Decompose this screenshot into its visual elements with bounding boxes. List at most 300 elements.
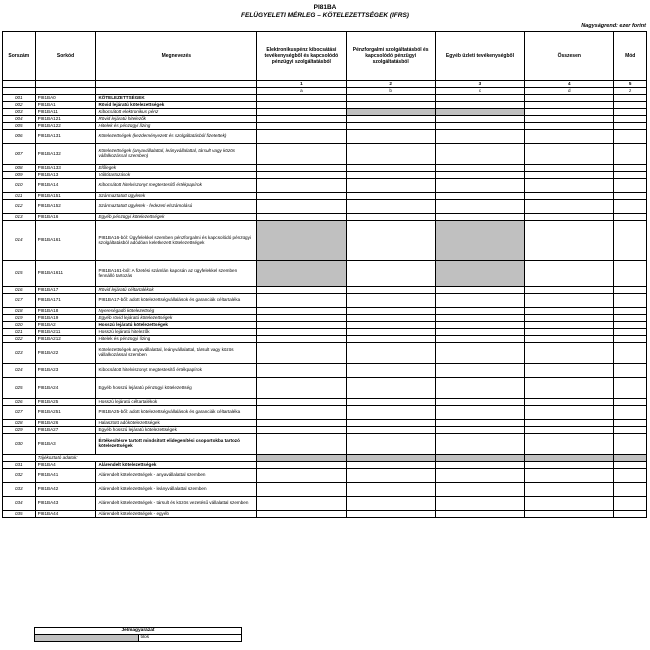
table-row: [3, 214, 647, 221]
row-code: PI81BA25: [35, 399, 96, 406]
value-cell: [435, 102, 524, 109]
table-row: [3, 343, 647, 364]
row-code: PI81BA152: [35, 200, 96, 214]
row-label: Alárendelt kötelezettségek: [96, 462, 257, 469]
col-letter: d: [525, 88, 614, 95]
value-cell: [257, 483, 346, 497]
value-cell: [435, 462, 524, 469]
row-label: Egyéb hosszú lejáratú kötelezettségek: [96, 427, 257, 434]
value-cell: [525, 95, 614, 102]
col-header-other: Egyéb üzleti tevékenységből: [435, 32, 524, 81]
value-cell: [346, 130, 435, 144]
value-cell: [525, 109, 614, 116]
row-label: Rövid lejáratú kötelezettségek: [96, 102, 257, 109]
row-label: Kötelezettségek (kezdeményezett és szolgáltatásból fizetettek): [96, 130, 257, 144]
table-row: [3, 399, 647, 406]
value-cell: [525, 322, 614, 329]
value-cell: [257, 130, 346, 144]
value-cell: [614, 179, 647, 193]
col-header-sorkod: Sorkód: [35, 32, 96, 81]
col-header-mod: Mód: [614, 32, 647, 81]
value-cell: [525, 200, 614, 214]
blank-cell: [35, 88, 96, 95]
value-cell: [435, 511, 524, 518]
row-number: 001: [3, 95, 36, 102]
value-cell: [435, 322, 524, 329]
value-cell: [257, 427, 346, 434]
table-row: [3, 116, 647, 123]
value-cell: [525, 364, 614, 378]
value-cell: [346, 427, 435, 434]
value-cell: [525, 462, 614, 469]
row-label: Nyereségadó kötelezettség: [96, 308, 257, 315]
blank-cell: [35, 81, 96, 88]
table-row: [3, 95, 647, 102]
value-cell: [614, 102, 647, 109]
row-number: 003: [3, 109, 36, 116]
value-cell: [346, 144, 435, 165]
value-cell: [435, 144, 524, 165]
row-number: 015: [3, 261, 36, 287]
value-cell: [346, 123, 435, 130]
row-number: 009: [3, 172, 36, 179]
value-cell: [257, 399, 346, 406]
value-cell: [346, 116, 435, 123]
value-cell: [525, 144, 614, 165]
row-number: 023: [3, 343, 36, 364]
value-cell: [435, 343, 524, 364]
value-cell: [257, 420, 346, 427]
col-letter: c: [435, 88, 524, 95]
value-cell: [257, 179, 346, 193]
value-cell: [614, 109, 647, 116]
value-cell: [525, 378, 614, 399]
row-code: PI81BA44: [35, 511, 96, 518]
value-cell: [614, 483, 647, 497]
table-row: [3, 497, 647, 511]
legend-grey-swatch: [35, 635, 139, 642]
row-code: PI81BA132: [35, 144, 96, 165]
value-cell: [346, 294, 435, 308]
row-label: Értékesítésre tartott mindsított elidegenítési csoportokba tartozó kötelezettségek: [96, 434, 257, 455]
row-number: 012: [3, 200, 36, 214]
row-code: PI81BA2: [35, 322, 96, 329]
value-cell: [346, 95, 435, 102]
value-cell: [614, 420, 647, 427]
value-cell: [257, 214, 346, 221]
value-cell: [525, 287, 614, 294]
value-cell: [435, 200, 524, 214]
value-cell: [525, 102, 614, 109]
row-label: Váltótartozások: [96, 172, 257, 179]
value-cell: [346, 261, 435, 287]
table-row: [3, 193, 647, 200]
value-cell: [614, 434, 647, 455]
value-cell: [614, 329, 647, 336]
value-cell: [435, 308, 524, 315]
row-label: Hosszú lejáratú kötelezettségek: [96, 322, 257, 329]
row-number: 032: [3, 469, 36, 483]
table-row: [3, 144, 647, 165]
row-number: 017: [3, 294, 36, 308]
col-number: 3: [435, 81, 524, 88]
row-code: PI81BA1611: [35, 261, 96, 287]
value-cell: [346, 336, 435, 343]
value-cell: [346, 322, 435, 329]
value-cell: [257, 378, 346, 399]
value-cell: [614, 378, 647, 399]
value-cell: [346, 420, 435, 427]
row-label: Alárendelt kötelezettségek - egyéb: [96, 511, 257, 518]
value-cell: [614, 469, 647, 483]
row-code: PI81BA23: [35, 364, 96, 378]
value-cell: [346, 364, 435, 378]
table-row: [3, 221, 647, 261]
value-cell: [614, 343, 647, 364]
value-cell: [257, 336, 346, 343]
value-cell: [614, 165, 647, 172]
table-row: [3, 315, 647, 322]
table-row: [3, 109, 647, 116]
table-row: [3, 102, 647, 109]
row-code: PI81BA42: [35, 483, 96, 497]
col-number: 2: [346, 81, 435, 88]
row-label: Rövid lejáratú céltartalékok: [96, 287, 257, 294]
table-row: [3, 427, 647, 434]
value-cell: [525, 123, 614, 130]
value-cell: [346, 315, 435, 322]
row-label: PI81BA25-ből: adott kötelezettségvállalások és garanciák céltartaléka: [96, 406, 257, 420]
info-label: Tájékoztató adatok:: [35, 455, 257, 462]
table-body: [3, 95, 647, 455]
row-code: PI81BA26: [35, 420, 96, 427]
value-cell: [435, 116, 524, 123]
row-code: PI81BA161: [35, 221, 96, 261]
blank-cell: [614, 455, 647, 462]
value-cell: [257, 511, 346, 518]
table-row: [3, 336, 647, 343]
value-cell: [435, 483, 524, 497]
row-number: 022: [3, 336, 36, 343]
value-cell: [257, 308, 346, 315]
value-cell: [614, 315, 647, 322]
legend-title: Jelmagyarázat: [35, 628, 242, 635]
value-cell: [257, 200, 346, 214]
row-code: PI81BA4: [35, 462, 96, 469]
value-cell: [435, 214, 524, 221]
row-code: PI81BA151: [35, 193, 96, 200]
row-number: 014: [3, 221, 36, 261]
row-code: PI81BA251: [35, 406, 96, 420]
table-row: [3, 308, 647, 315]
row-code: PI81BA133: [35, 165, 96, 172]
value-cell: [525, 399, 614, 406]
row-label: Rövid lejáratú hitelezők: [96, 116, 257, 123]
row-label: Kötelezettségek (anyavállalattal, leányvállalattal, társult vagy közös vállalkozással szemben): [96, 144, 257, 165]
value-cell: [435, 364, 524, 378]
row-number: 031: [3, 462, 36, 469]
value-cell: [346, 200, 435, 214]
value-cell: [435, 420, 524, 427]
col-letter: z: [614, 88, 647, 95]
value-cell: [525, 406, 614, 420]
value-cell: [346, 399, 435, 406]
row-label: Halasztott adókötelezettségek: [96, 420, 257, 427]
table-row: [3, 200, 647, 214]
value-cell: [346, 193, 435, 200]
row-number: 018: [3, 308, 36, 315]
row-number: 005: [3, 123, 36, 130]
row-number: 033: [3, 483, 36, 497]
value-cell: [614, 193, 647, 200]
value-cell: [346, 214, 435, 221]
value-cell: [614, 261, 647, 287]
col-header-sorszam: Sorszám: [3, 32, 36, 81]
value-cell: [257, 469, 346, 483]
table-row: [3, 469, 647, 483]
row-code: PI81BA171: [35, 294, 96, 308]
value-cell: [346, 406, 435, 420]
row-code: PI81BA122: [35, 123, 96, 130]
row-label: Alárendelt kötelezettségek - leányvállalattal szemben: [96, 483, 257, 497]
value-cell: [614, 406, 647, 420]
col-header-megnevezes: Megnevezés: [96, 32, 257, 81]
value-cell: [346, 378, 435, 399]
table-row: [3, 406, 647, 420]
blank-cell: [435, 455, 524, 462]
value-cell: [525, 294, 614, 308]
table-row: [3, 179, 647, 193]
blank-cell: [3, 455, 36, 462]
value-cell: [257, 434, 346, 455]
col-header-total: Összesen: [525, 32, 614, 81]
value-cell: [435, 399, 524, 406]
value-cell: [435, 165, 524, 172]
row-number: 029: [3, 427, 36, 434]
unit-label: Nagyságrend: ezer forint: [581, 23, 646, 29]
row-number: 025: [3, 378, 36, 399]
row-label: Egyéb hosszú lejáratú pénzügyi kötelezettség: [96, 378, 257, 399]
value-cell: [257, 172, 346, 179]
value-cell: [614, 130, 647, 144]
value-cell: [614, 294, 647, 308]
value-cell: [614, 144, 647, 165]
table-row: [3, 483, 647, 497]
value-cell: [525, 221, 614, 261]
value-cell: [346, 165, 435, 172]
value-cell: [435, 123, 524, 130]
value-cell: [257, 406, 346, 420]
table-row: [3, 130, 647, 144]
value-cell: [614, 364, 647, 378]
value-cell: [525, 315, 614, 322]
row-code: PI81BA17: [35, 287, 96, 294]
table-row: [3, 287, 647, 294]
row-number: 008: [3, 165, 36, 172]
value-cell: [257, 364, 346, 378]
value-cell: [257, 193, 346, 200]
row-code: PI81BA13: [35, 172, 96, 179]
row-code: PI81BA131: [35, 130, 96, 144]
row-code: PI81BA212: [35, 336, 96, 343]
value-cell: [525, 172, 614, 179]
row-number: 021: [3, 329, 36, 336]
value-cell: [346, 287, 435, 294]
table-row: [3, 261, 647, 287]
value-cell: [525, 165, 614, 172]
value-cell: [435, 315, 524, 322]
row-code: PI81BA0: [35, 95, 96, 102]
row-label: Származtatott ügyletek: [96, 193, 257, 200]
row-number: 011: [3, 193, 36, 200]
value-cell: [257, 462, 346, 469]
col-header-emoney: Elektronikuspénz kibocsátási tevékenységből és kapcsolódó pénzügyi szolgáltatásból: [257, 32, 346, 81]
value-cell: [614, 116, 647, 123]
blank-cell: [346, 455, 435, 462]
info-body: [3, 455, 647, 518]
value-cell: [435, 497, 524, 511]
row-label: Kibocsátott elektronikus pénz: [96, 109, 257, 116]
row-label: Kibocsátott hitelviszonyt megtestesítő értékpapírok: [96, 179, 257, 193]
table-row: [3, 329, 647, 336]
row-code: PI81BA41: [35, 469, 96, 483]
value-cell: [435, 469, 524, 483]
value-cell: [435, 95, 524, 102]
value-cell: [614, 322, 647, 329]
row-label: PI81BA16-ból: Ügyfelekkel szemben pénzforgalmi és kapcsolódó pénzügyi szolgáltatásból adódóan keletkezett kötelezettségek: [96, 221, 257, 261]
legend-item-label: tilos: [138, 635, 242, 642]
row-label: Származtatott ügyletek - fedezeti elszámolású: [96, 200, 257, 214]
value-cell: [346, 469, 435, 483]
row-label: Alárendelt kötelezettségek - társult és közös vezetésű vállalattal szemben: [96, 497, 257, 511]
value-cell: [614, 221, 647, 261]
value-cell: [525, 469, 614, 483]
table-row: [3, 378, 647, 399]
value-cell: [435, 221, 524, 261]
row-label: Egyéb rövid lejáratú kötelezettségek: [96, 315, 257, 322]
value-cell: [435, 172, 524, 179]
value-cell: [525, 193, 614, 200]
value-cell: [346, 343, 435, 364]
value-cell: [525, 420, 614, 427]
table-row: [3, 364, 647, 378]
value-cell: [435, 378, 524, 399]
row-code: PI81BA1: [35, 102, 96, 109]
row-label: Kötelezettségek anyavállalattal, leányvállalattal, társult vagy közös vállalkozással szemben: [96, 343, 257, 364]
table-row: [3, 511, 647, 518]
row-number: 030: [3, 434, 36, 455]
legend-table: [34, 627, 242, 642]
value-cell: [257, 109, 346, 116]
row-number: 004: [3, 116, 36, 123]
row-number: 026: [3, 399, 36, 406]
value-cell: [346, 179, 435, 193]
value-cell: [435, 109, 524, 116]
value-cell: [525, 116, 614, 123]
row-number: 019: [3, 315, 36, 322]
row-label: Hitelek és pénzügyi lízing: [96, 123, 257, 130]
blank-cell: [525, 455, 614, 462]
row-number: 006: [3, 130, 36, 144]
value-cell: [525, 511, 614, 518]
row-code: PI81BA211: [35, 329, 96, 336]
row-code: PI81BA24: [35, 378, 96, 399]
value-cell: [525, 329, 614, 336]
value-cell: [435, 179, 524, 193]
value-cell: [346, 511, 435, 518]
table-row: [3, 165, 647, 172]
row-label: Előlegek: [96, 165, 257, 172]
value-cell: [435, 427, 524, 434]
value-cell: [257, 294, 346, 308]
value-cell: [257, 123, 346, 130]
value-cell: [614, 95, 647, 102]
row-code: PI81BA43: [35, 497, 96, 511]
value-cell: [435, 406, 524, 420]
table-row: [3, 420, 647, 427]
value-cell: [346, 102, 435, 109]
value-cell: [435, 130, 524, 144]
value-cell: [346, 483, 435, 497]
value-cell: [257, 287, 346, 294]
value-cell: [435, 336, 524, 343]
value-cell: [346, 109, 435, 116]
table-row: [3, 462, 647, 469]
value-cell: [257, 261, 346, 287]
row-number: 035: [3, 511, 36, 518]
blank-cell: [96, 88, 257, 95]
row-label: Egyéb pénzügyi kötelezettségek: [96, 214, 257, 221]
value-cell: [257, 221, 346, 261]
row-label: Hosszú lejáratú céltartalékok: [96, 399, 257, 406]
blank-cell: [257, 455, 346, 462]
value-cell: [346, 172, 435, 179]
col-number: 5: [614, 81, 647, 88]
value-cell: [257, 144, 346, 165]
value-cell: [435, 287, 524, 294]
value-cell: [257, 343, 346, 364]
row-number: 002: [3, 102, 36, 109]
value-cell: [435, 193, 524, 200]
value-cell: [614, 399, 647, 406]
value-cell: [614, 287, 647, 294]
table-row: [3, 434, 647, 455]
value-cell: [257, 497, 346, 511]
value-cell: [525, 308, 614, 315]
row-label: Hitelek és pénzügyi lízing: [96, 336, 257, 343]
value-cell: [525, 179, 614, 193]
row-code: PI81BA3: [35, 434, 96, 455]
row-label: KÖTELEZETTSÉGEK: [96, 95, 257, 102]
row-number: 034: [3, 497, 36, 511]
value-cell: [257, 329, 346, 336]
liabilities-table: [2, 31, 647, 518]
col-number: 4: [525, 81, 614, 88]
row-number: 020: [3, 322, 36, 329]
value-cell: [257, 322, 346, 329]
col-number: 1: [257, 81, 346, 88]
col-letter: a: [257, 88, 346, 95]
value-cell: [614, 308, 647, 315]
row-code: PI81BA16: [35, 214, 96, 221]
report-code: PI81BA: [313, 4, 337, 11]
value-cell: [346, 434, 435, 455]
table-row: [3, 123, 647, 130]
value-cell: [346, 462, 435, 469]
value-cell: [525, 434, 614, 455]
value-cell: [257, 95, 346, 102]
row-label: PI81BA17-ből: adott kötelezettségvállalások és garanciák céltartaléka: [96, 294, 257, 308]
